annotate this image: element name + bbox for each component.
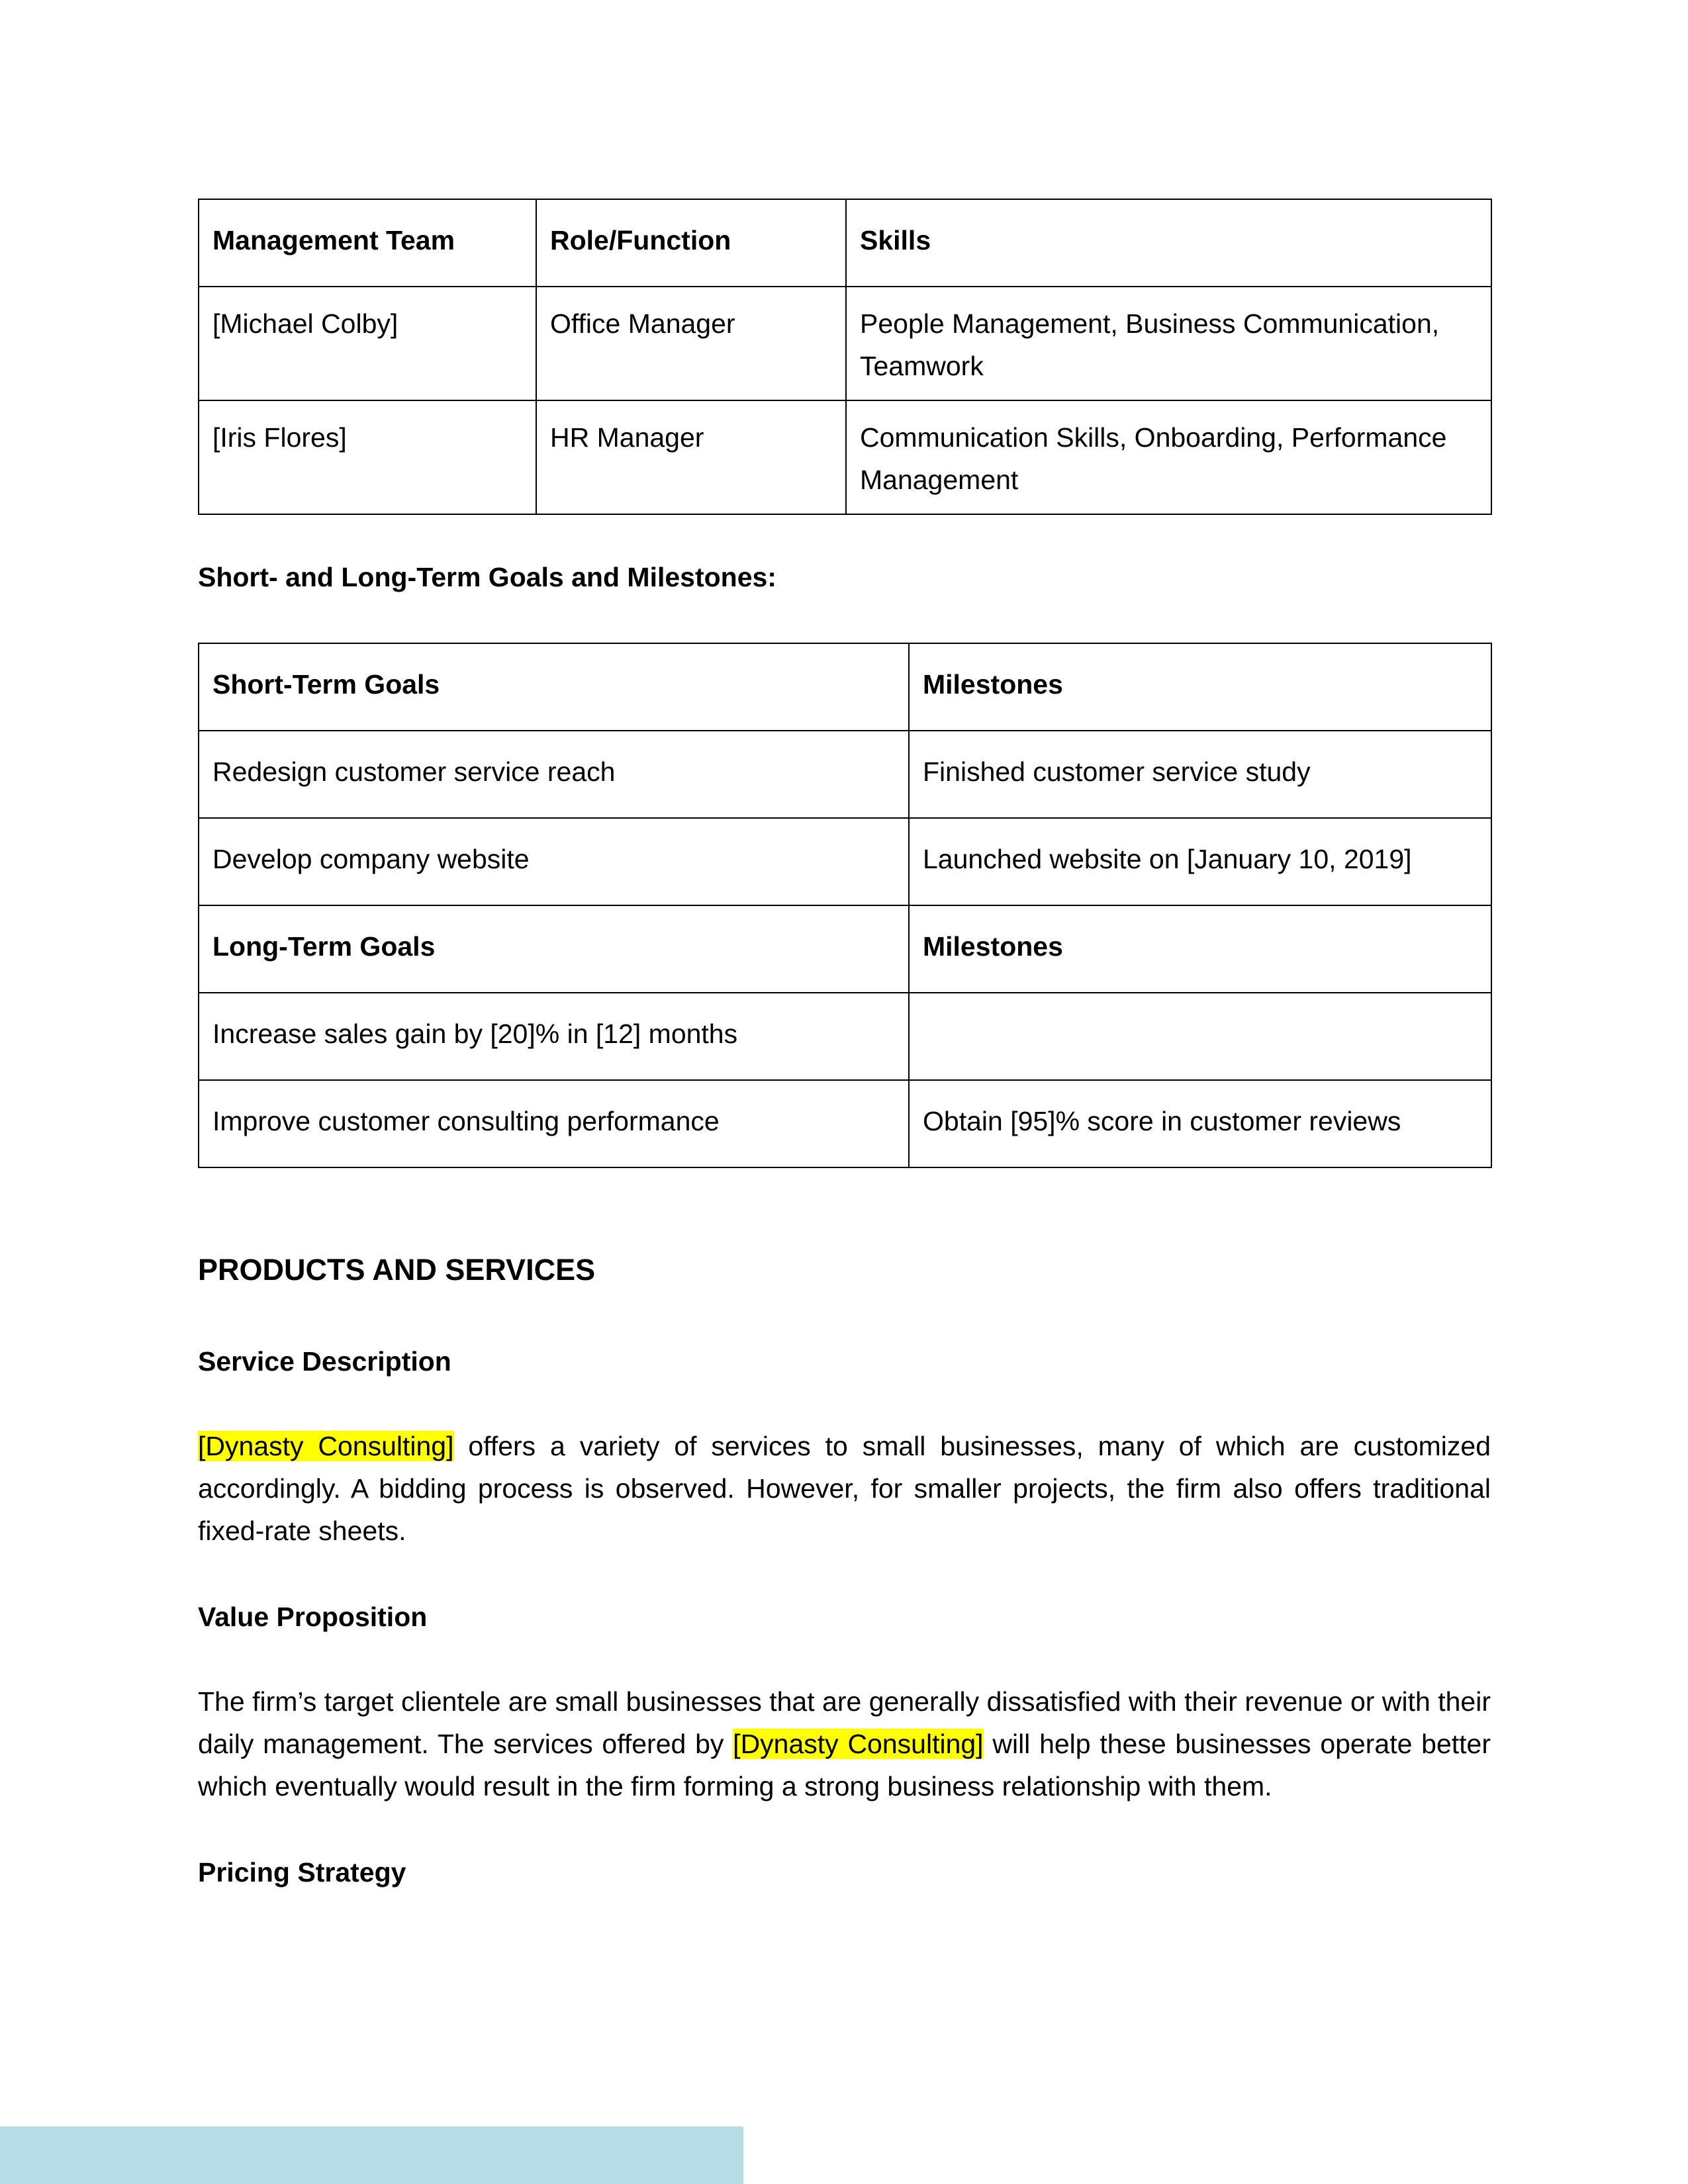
table-header-cell: Role/Function	[536, 199, 846, 287]
table-header-cell: Long-Term Goals	[199, 905, 909, 993]
table-cell: Office Manager	[536, 287, 846, 400]
goals-heading: Short- and Long-Term Goals and Milestones:	[198, 562, 776, 592]
table-row	[199, 818, 1491, 905]
table-header-row	[199, 905, 1491, 993]
table-cell: Redesign customer service reach	[199, 731, 909, 818]
table-header-cell: Skills	[846, 199, 1491, 287]
table-cell	[909, 993, 1491, 1080]
table-cell: Launched website on [January 10, 2019]	[909, 818, 1491, 905]
value-proposition-paragraph	[198, 1680, 1491, 1807]
table-row	[199, 993, 1491, 1080]
table-cell: Improve customer consulting performance	[199, 1080, 909, 1167]
value-proposition-heading: Value Proposition	[198, 1602, 428, 1632]
table-cell: Develop company website	[199, 818, 909, 905]
service-description-heading: Service Description	[198, 1346, 451, 1377]
table-header-cell: Short-Term Goals	[199, 643, 909, 731]
table-cell: Communication Skills, Onboarding, Performance Management	[846, 400, 1491, 514]
table-header-row	[199, 643, 1491, 731]
paragraph-text: The firm’s target clientele are small businesses that are generally dissatisfied with their revenue or with their daily management. The services offered by	[198, 1686, 1491, 1759]
table-cell: People Management, Business Communication, Teamwork	[846, 287, 1491, 400]
table-header-cell: Management Team	[199, 199, 536, 287]
table-cell: Increase sales gain by [20]% in [12] months	[199, 993, 909, 1080]
table-header-cell: Milestones	[909, 905, 1491, 993]
goals-milestones-table	[198, 643, 1492, 1168]
section-title-products-services: PRODUCTS AND SERVICES	[198, 1253, 596, 1287]
table-row	[199, 287, 1491, 400]
footer-decorative-bar	[0, 2126, 743, 2184]
table-row	[199, 1080, 1491, 1167]
pricing-strategy-heading: Pricing Strategy	[198, 1857, 406, 1888]
highlighted-company-name: [Dynasty Consulting]	[198, 1431, 454, 1461]
paragraph-text: offers a variety of services to small businesses, many of which are customized accordingly. A bidding process is observed. However, for smaller projects, the firm also offers traditional fixed-rate sheets.	[198, 1431, 1491, 1546]
table-header-cell: Milestones	[909, 643, 1491, 731]
table-row	[199, 400, 1491, 514]
table-row	[199, 731, 1491, 818]
table-cell: Obtain [95]% score in customer reviews	[909, 1080, 1491, 1167]
table-header-row	[199, 199, 1491, 287]
table-cell: [Iris Flores]	[199, 400, 536, 514]
management-team-table	[198, 199, 1492, 515]
table-cell: [Michael Colby]	[199, 287, 536, 400]
service-description-paragraph	[198, 1425, 1491, 1552]
paragraph-text: will help these businesses operate better which eventually would result in the firm forming a strong business relationship with them.	[198, 1729, 1491, 1801]
table-cell: Finished customer service study	[909, 731, 1491, 818]
table-cell: HR Manager	[536, 400, 846, 514]
highlighted-company-name: [Dynasty Consulting]	[733, 1729, 984, 1759]
